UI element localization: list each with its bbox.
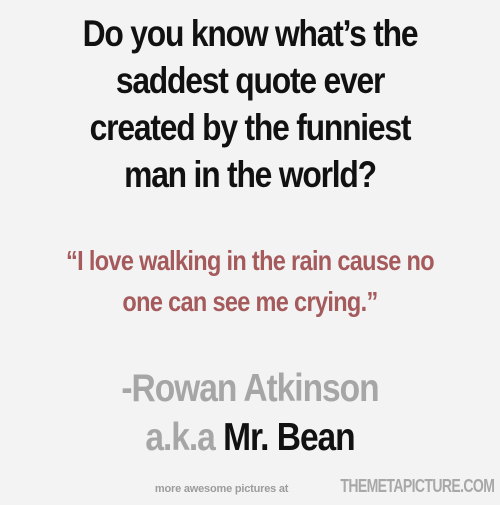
aka-line (35, 413, 465, 462)
quote (40, 240, 460, 322)
aka-prefix: a.k.a (145, 416, 215, 459)
headline-line-3: created by the funniest (89, 107, 411, 148)
headline-line-1: Do you know what’s the (82, 13, 418, 54)
aka-name: Mr. Bean (223, 416, 355, 459)
footer-text: more awesome pictures at (154, 483, 289, 495)
author-name: -Rowan Atkinson (121, 367, 379, 410)
headline-line-2: saddest quote ever (115, 60, 385, 101)
quote-line-1: “I love walking in the rain cause no (66, 245, 434, 276)
attribution (35, 364, 465, 462)
headline (35, 10, 465, 198)
headline-line-4: man in the world? (124, 154, 376, 195)
footer-watermark (155, 476, 494, 497)
quote-line-2: one can see me crying.” (122, 286, 378, 317)
footer-brand: THEMETAPICTURE.COM (340, 476, 494, 496)
